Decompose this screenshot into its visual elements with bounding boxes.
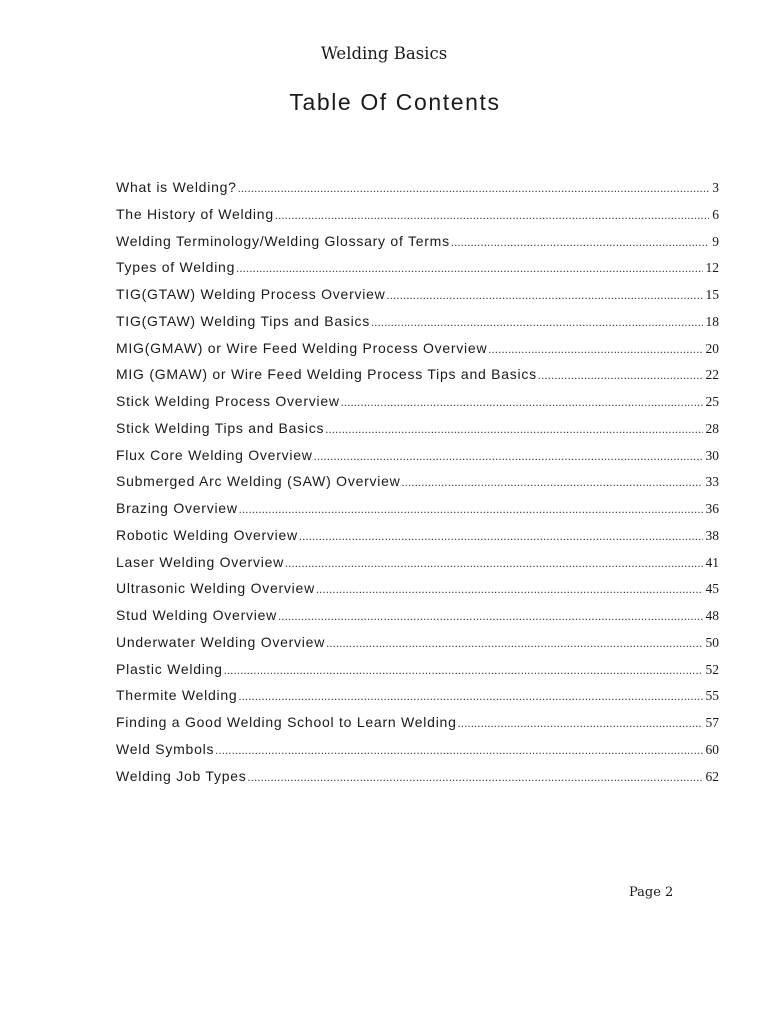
- toc-entry-page: 15: [705, 287, 719, 302]
- toc-entry[interactable]: [116, 682, 719, 709]
- toc-entry-label: Laser Welding Overview: [116, 553, 284, 570]
- toc-entry-label: Thermite Welding: [116, 687, 238, 704]
- toc-leader-dots: [326, 630, 702, 657]
- toc-entry[interactable]: [116, 228, 719, 255]
- toc-entry[interactable]: [116, 629, 719, 656]
- toc-leader-dots: [371, 309, 703, 336]
- toc-entry-label: Types of Welding: [116, 259, 236, 276]
- toc-leader-dots: [314, 443, 703, 470]
- toc-entry[interactable]: [116, 656, 719, 683]
- toc-leader-dots: [316, 576, 703, 603]
- toc-entry-label: Submerged Arc Welding (SAW) Overview: [116, 473, 401, 490]
- toc-entry-label: The History of Welding: [116, 205, 274, 222]
- toc-entry-page: 9: [712, 233, 719, 249]
- toc-entry-page: 20: [705, 340, 719, 356]
- toc-leader-dots: [238, 175, 710, 202]
- toc-entry-label: TIG(GTAW) Welding Process Overview: [116, 286, 386, 302]
- toc-entry-label: Stick Welding Tips and Basics: [116, 419, 325, 436]
- toc-entry-page: 28: [705, 420, 719, 436]
- toc-leader-dots: [215, 737, 702, 764]
- toc-entry-page: 52: [705, 661, 719, 677]
- toc-leader-dots: [285, 550, 703, 577]
- page-number: Page 2: [629, 885, 674, 900]
- toc-entry[interactable]: [116, 468, 719, 495]
- toc-entry[interactable]: [116, 736, 719, 763]
- toc-entry-label: Ultrasonic Welding Overview: [116, 580, 315, 597]
- toc-entry[interactable]: [116, 709, 719, 736]
- toc-entry-page: 25: [705, 394, 719, 409]
- toc-entry-page: 22: [705, 367, 719, 383]
- toc-entry-page: 57: [705, 715, 719, 730]
- toc-leader-dots: [402, 469, 703, 496]
- toc-entry-label: Welding Job Types: [116, 767, 247, 784]
- toc-leader-dots: [341, 389, 703, 416]
- toc-entry-label: Underwater Welding Overview: [116, 633, 326, 650]
- toc-entry-label: TIG(GTAW) Welding Tips and Basics: [116, 312, 370, 329]
- toc-entry-label: Stud Welding Overview: [116, 607, 277, 623]
- toc-entry[interactable]: [116, 201, 719, 228]
- toc-entry[interactable]: [116, 575, 719, 602]
- toc-entry-label: Stick Welding Process Overview: [116, 393, 340, 409]
- toc-entry-label: Flux Core Welding Overview: [116, 446, 313, 463]
- toc-leader-dots: [387, 282, 703, 309]
- toc-entry-page: 50: [705, 634, 719, 650]
- toc-entry-label: MIG (GMAW) or Wire Feed Welding Process Tips and Basics: [116, 366, 537, 383]
- toc-entry[interactable]: [116, 549, 719, 576]
- toc-entry-page: 3: [712, 180, 719, 195]
- document-header-title: Welding Basics: [320, 44, 448, 63]
- toc-entry-label: Finding a Good Welding School to Learn Welding: [116, 714, 457, 730]
- toc-leader-dots: [224, 657, 703, 684]
- toc-entry[interactable]: [116, 308, 719, 335]
- toc-entry-page: 41: [705, 554, 719, 570]
- toc-leader-dots: [278, 603, 703, 630]
- toc-entry-page: 62: [705, 768, 719, 784]
- toc-entry[interactable]: [116, 388, 719, 415]
- toc-leader-dots: [248, 764, 703, 791]
- toc-leader-dots: [458, 710, 703, 737]
- toc-entry-page: 45: [705, 581, 719, 597]
- toc-entry-label: What is Welding?: [116, 179, 237, 195]
- toc-leader-dots: [325, 416, 702, 443]
- toc-entry[interactable]: [116, 254, 719, 281]
- toc-entry[interactable]: [116, 495, 719, 522]
- toc-leader-dots: [238, 683, 702, 710]
- toc-entry[interactable]: [116, 361, 719, 388]
- toc-entry-page: 48: [705, 608, 719, 623]
- toc-leader-dots: [299, 523, 703, 550]
- toc-entry-page: 38: [705, 527, 719, 543]
- toc-entry[interactable]: [116, 415, 719, 442]
- toc-entry-label: Brazing Overview: [116, 500, 238, 516]
- toc-list: [116, 174, 719, 789]
- toc-leader-dots: [451, 229, 709, 256]
- toc-entry-page: 6: [712, 206, 719, 222]
- toc-entry-page: 12: [705, 260, 719, 276]
- toc-leader-dots: [538, 362, 703, 389]
- toc-entry-label: MIG(GMAW) or Wire Feed Welding Process Overview: [116, 339, 488, 356]
- toc-entry-page: 33: [705, 474, 719, 490]
- toc-entry[interactable]: [116, 522, 719, 549]
- toc-entry[interactable]: [116, 281, 719, 308]
- toc-entry-page: 18: [705, 313, 719, 329]
- toc-heading: Table Of Contents: [289, 89, 501, 115]
- toc-leader-dots: [239, 496, 703, 523]
- toc-entry[interactable]: [116, 763, 719, 790]
- toc-entry[interactable]: [116, 442, 719, 469]
- toc-entry[interactable]: [116, 602, 719, 629]
- toc-entry-label: Weld Symbols: [116, 740, 215, 757]
- toc-entry[interactable]: [116, 174, 719, 201]
- toc-entry-page: 30: [705, 447, 719, 463]
- toc-leader-dots: [275, 202, 709, 229]
- toc-leader-dots: [488, 336, 702, 363]
- toc-entry-page: 55: [705, 688, 719, 704]
- toc-entry[interactable]: [116, 335, 719, 362]
- toc-entry-page: 60: [705, 741, 719, 757]
- toc-leader-dots: [236, 255, 702, 282]
- toc-entry-label: Welding Terminology/Welding Glossary of Terms: [116, 232, 450, 249]
- toc-entry-page: 36: [705, 501, 719, 516]
- toc-entry-label: Plastic Welding: [116, 660, 223, 677]
- toc-entry-label: Robotic Welding Overview: [116, 526, 298, 543]
